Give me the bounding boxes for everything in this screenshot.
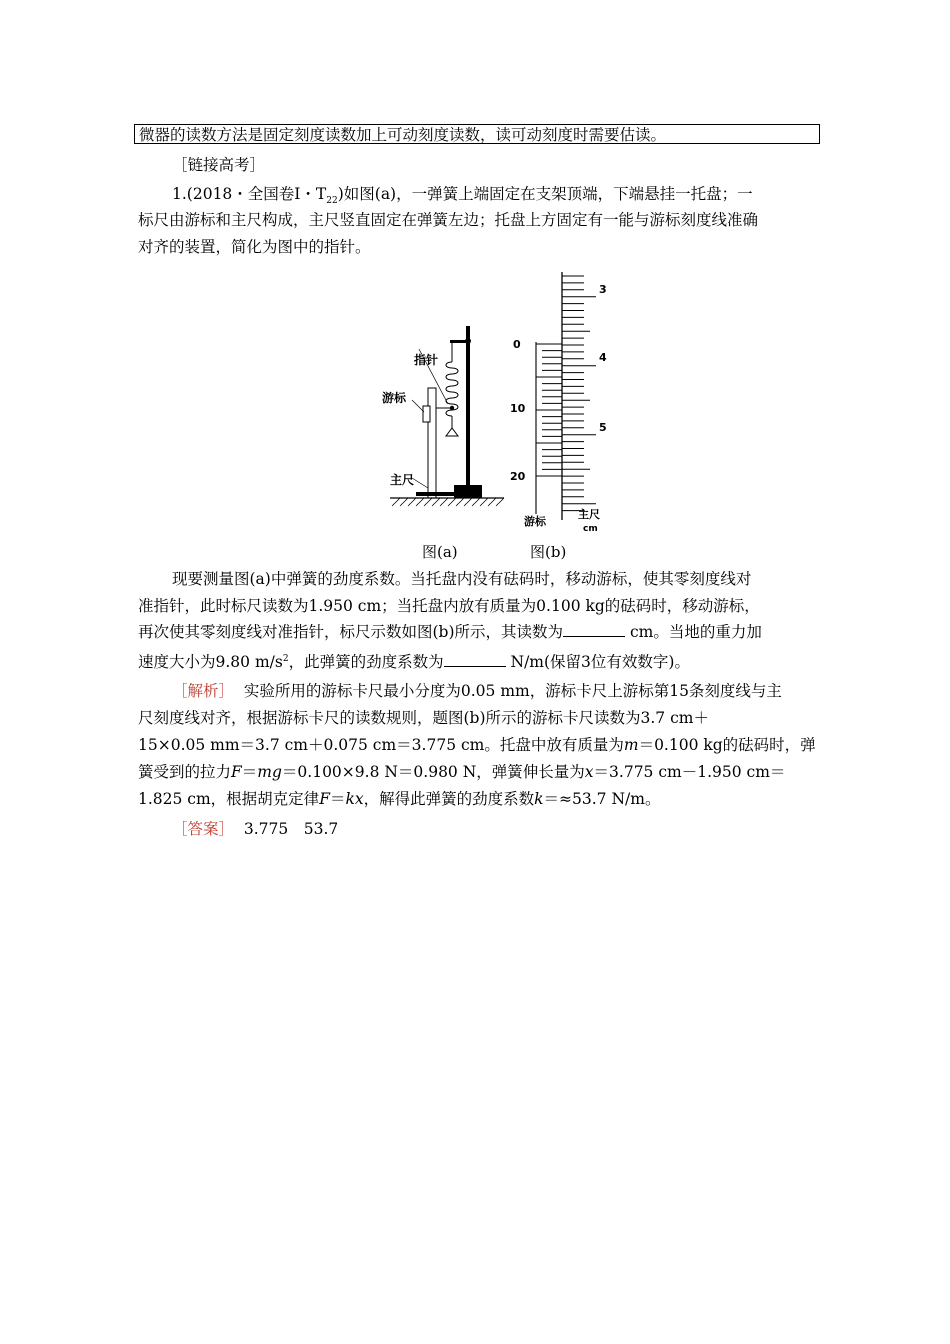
analysis-line-3: 15×0.05 mm＝3.7 cm＋0.075 cm＝3.775 cm。托盘中放有质量为m＝0.100 kg的砝码时，弹 — [138, 736, 816, 754]
vernier-label-0: 0 — [513, 338, 521, 351]
caption-b: 图(b) — [530, 543, 567, 561]
analysis-tag: ［解析］ — [172, 682, 235, 700]
vernier-label-10: 10 — [510, 402, 526, 415]
caption-a: 图(a) — [422, 543, 458, 561]
answer-blank-2 — [444, 652, 506, 667]
answer-tag: ［答案］ — [172, 820, 235, 838]
figure-b — [506, 270, 626, 535]
label-main-scale-a: 主尺 — [390, 473, 415, 487]
question-line-5: 准指针，此时标尺读数为1.950 cm；当托盘内放有质量为0.100 kg的砝码时，移动游标， — [138, 597, 760, 615]
question-line-3: 对齐的装置，简化为图中的指针。 — [138, 238, 371, 256]
question-line-1: 1.(2018・全国卷Ⅰ・$T_{22}$)如图(a)，一弹簧上端固定在支架顶端，下端悬挂一托盘；一 — [172, 185, 753, 207]
main-label-5: 5 — [599, 421, 607, 434]
figure-a — [382, 322, 506, 510]
analysis-line-1: ［解析］ 实验所用的游标卡尺最小分度为0.05 mm，游标卡尺上游标第15条刻度线与主 — [172, 682, 782, 700]
question-line-2: 标尺由游标和主尺构成，主尺竖直固定在弹簧左边；托盘上方固定有一能与游标刻度线准确 — [138, 211, 759, 229]
section-label: ［链接高考］ — [172, 156, 266, 174]
question-line-7: 速度大小为9.80 $m/s^2$，此弹簧的劲度系数为 N/m(保留3位有效数字)。 — [138, 653, 690, 672]
vernier-label-20: 20 — [510, 470, 526, 483]
question-line-6: 再次使其零刻度线对准指针，标尺示数如图(b)所示，其读数为 cm。当地的重力加 — [138, 623, 762, 641]
boxed-note: 微器的读数方法是固定刻度读数加上可动刻度读数，读可动刻度时需要估读。 — [134, 124, 820, 144]
question-line-4: 现要测量图(a)中弹簧的劲度系数。当托盘内没有砝码时，移动游标，使其零刻度线对 — [172, 570, 752, 588]
label-vernier-a: 游标 — [382, 391, 407, 405]
answer-blank-1 — [563, 622, 625, 637]
label-pointer: 指针 — [414, 353, 439, 367]
main-label-3: 3 — [599, 283, 607, 296]
main-label-4: 4 — [599, 351, 607, 364]
label-main-scale-b: 主尺 — [578, 508, 600, 521]
answer-line: ［答案］ 3.775 53.7 — [172, 820, 339, 838]
question-number: 1. — [172, 185, 187, 203]
label-unit: cm — [583, 524, 598, 534]
analysis-line-2: 尺刻度线对齐，根据游标卡尺的读数规则，题图(b)所示的游标卡尺读数为3.7 cm＋ — [138, 709, 709, 727]
label-vernier-b: 游标 — [524, 515, 546, 528]
analysis-line-4: 簧受到的拉力F＝mg＝0.100×9.8 N＝0.980 N，弹簧伸长量为x＝3.775 cm－1.950 cm＝ — [138, 763, 786, 781]
analysis-line-5: 1.825 cm，根据胡克定律F＝kx，解得此弹簧的劲度系数k＝≈53.7 N/m。 — [138, 790, 661, 808]
